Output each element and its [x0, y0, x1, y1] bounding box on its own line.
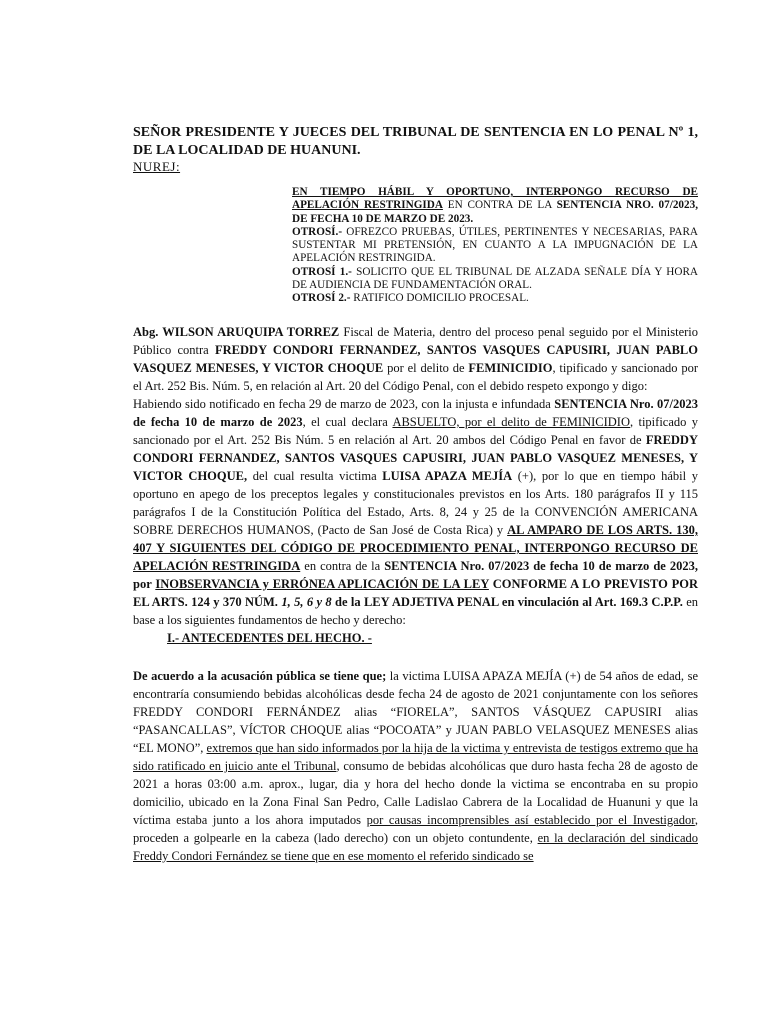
p2-p: de la LEY ADJETIVA PENAL en vinculación al Art. 169.3 C.P.P.	[331, 595, 683, 609]
accusation-lead: De acuerdo a la acusación pública se tiene que;	[133, 669, 387, 683]
declaration-note: en la declaración del sindicado Freddy Condori Fernández se tiene que en ese momento el referido sindicado se	[133, 831, 698, 863]
inobservancia-text: INOBSERVANCIA y ERRÓNEA APLICACIÓN DE LA LEY	[155, 577, 489, 591]
p2-e: , tipificado y sancionado por el Art. 252 Bis Núm. 5 en relación al Art. 20 ambos del Código Penal en favor de	[133, 415, 698, 447]
articles-numbers: 1, 5, 6 y 8	[281, 595, 332, 609]
p2-n: CONFORME A LO PREVISTO POR EL ARTS. 124 y 370 NÚM.	[133, 577, 698, 609]
investigator-note: por causas incomprensibles así establecido por el Investigador	[366, 813, 695, 827]
sentence-ref-2: SENTENCIA Nro. 07/2023 de fecha 10 de marzo de 2023, por	[133, 559, 698, 591]
p2-a: Habiendo sido notificado en fecha 29 de marzo de 2023, con la injusta e infundada	[133, 397, 555, 411]
spacer	[133, 647, 698, 667]
otrosi2-text: RATIFICO DOMICILIO PROCESAL.	[350, 292, 529, 305]
p1-d: por el delito de	[383, 361, 469, 375]
heading-text: SEÑOR PRESIDENTE Y JUECES DEL TRIBUNAL DE SENTENCIA EN LO PENAL Nº 1, DE LA LOCALIDAD DE HUANUNI.	[133, 125, 698, 158]
sumilla-block	[292, 186, 698, 306]
p3-f: , proceden a golpearle en la cabeza (lado derecho) con un objeto contundente,	[133, 813, 698, 845]
p2-i: (+), por lo que en tiempo hábil y oportuno en apego de los preceptos legales y constitucionales previstos en los Arts. 180 parágrafos II y 115 parágrafos I de la Constitución Política del Estado, Arts. 8, 24 y 25 de la CONVENCIÓN AMERICANA SOBRE DERECHOS HUMANOS, (Pacto de San José de Costa Rica) y	[133, 469, 698, 537]
prosecutor-name: Abg. WILSON ARUQUIPA TORREZ	[133, 325, 340, 339]
sumilla-main-mid: EN CONTRA DE LA	[442, 199, 557, 212]
p2-c: , el cual declara	[302, 415, 393, 429]
sumilla-main	[292, 186, 698, 226]
otrosi1-text: SOLICITO QUE EL TRIBUNAL DE ALZADA SEÑALE DÍA Y HORA DE AUDIENCIA DE FUNDAMENTACIÓN ORAL.	[292, 265, 699, 292]
sumilla-main-bold: EN TIEMPO HÁBIL Y OPORTUNO, INTERPONGO RECURSO DE APELACIÓN RESTRINGIDA	[292, 186, 698, 212]
accused-names: FREDDY CONDORI FERNANDEZ, SANTOS VASQUES CAPUSIRI, JUAN PABLO VASQUEZ MENESES, Y VICTOR CHOQUE	[133, 343, 698, 375]
absuelto-text: ABSUELTO, por el delito de FEMINICIDIO	[392, 415, 630, 429]
p3-b: la victima LUISA APAZA MEJÍA (+) de 54 años de edad, se encontraría consumiendo bebidas alcohólicas desde fecha 24 de agosto de 2021 conjuntamente con los señores FREDDY CONDORI FERNÁNDEZ alias “FIORELA”, SANTOS VÁSQUEZ CAPUSIRI alias “PASANCALLAS”, VÍCTOR CHOQUE alias “POCOATA” y JUAN PABLO VELASQUEZ MENESES alias “EL MONO”,	[133, 669, 698, 755]
sumilla-otrosi	[292, 226, 698, 266]
sumilla-otrosi-2	[292, 292, 698, 305]
accused-names-2: FREDDY CONDORI FERNANDEZ, SANTOS VASQUES CAPUSIRI, JUAN PABLO VASQUEZ MENESES, Y VICTOR CHOQUE,	[133, 433, 698, 483]
p3-d: , consumo de bebidas alcohólicas que duro hasta fecha 28 de agosto de 2021 a horas 03:00 a.m. aprox., lugar, dia y hora del hecho donde la victima se encontraba en su propio domicilio, ubicado en la Zona Final San Pedro, Calle Ladislao Cabrera de la Localidad de Huanuni y que la víctima estaba junto a los ahora imputados	[133, 759, 698, 827]
sumilla-main-bold2: SENTENCIA NRO. 07/2023, DE FECHA 10 DE MARZO DE 2023.	[292, 199, 699, 225]
victim-name: LUISA APAZA MEJÍA	[382, 469, 513, 483]
otrosi-label: OTROSÍ.-	[292, 225, 343, 238]
document-body	[133, 323, 698, 865]
sumilla-otrosi-1	[292, 266, 698, 293]
otrosi-text: OFREZCO PRUEBAS, ÚTILES, PERTINENTES Y NECESARIAS, PARA SUSTENTAR MI PRETENSIÓN, EN CUANTO A LA IMPUGNACIÓN DE LA APELACIÓN RESTRINGIDA.	[292, 225, 698, 265]
crime-name: FEMINICIDIO	[468, 361, 553, 375]
paragraph-facts	[133, 667, 698, 865]
p2-g: del cual resulta victima	[247, 469, 383, 483]
sentence-ref: SENTENCIA Nro. 07/2023 de fecha 10 de marzo de 2023	[133, 397, 698, 429]
paragraph-notification	[133, 395, 698, 629]
section-title-text: I.- ANTECEDENTES DEL HECHO. -	[167, 631, 372, 645]
nurej-text: NUREJ:	[133, 159, 181, 174]
paragraph-intro	[133, 323, 698, 395]
otrosi2-label: OTROSÍ 2.-	[292, 292, 351, 305]
p1-f: , tipificado y sancionado por el Art. 252 Bis. Núm. 5, en relación al Art. 20 del Código Penal, con el debido respeto expongo y digo:	[133, 361, 698, 393]
section-title	[133, 629, 698, 647]
p2-k: en contra de la	[300, 559, 385, 573]
document-heading	[133, 124, 698, 160]
nurej-label	[133, 159, 698, 175]
p2-q: en base a los siguientes fundamentos de hecho y derecho:	[133, 595, 698, 627]
appeal-statement: AL AMPARO DE LOS ARTS. 130, 407 Y SIGUIENTES DEL CÓDIGO DE PROCEDIMIENTO PENAL, INTERPONGO RECURSO DE APELACIÓN RESTRINGIDA	[133, 523, 698, 573]
p1-b: Fiscal de Materia, dentro del proceso penal seguido por el Ministerio Público contra	[133, 325, 699, 357]
testimony-note: extremos que han sido informados por la hija de la victima y entrevista de testigos extremo que ha sido ratificado en juicio ante el Tribunal	[133, 741, 698, 773]
otrosi1-label: OTROSÍ 1.-	[292, 265, 352, 278]
